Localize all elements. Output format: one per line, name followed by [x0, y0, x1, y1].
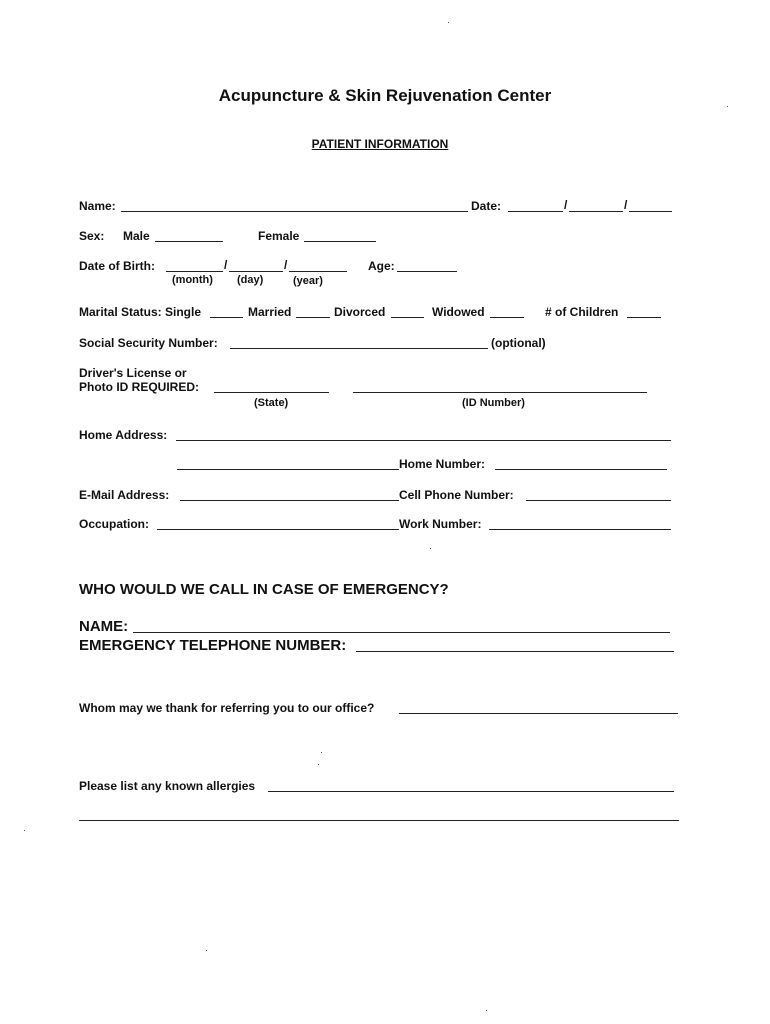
emergency-phone-label: EMERGENCY TELEPHONE NUMBER:	[79, 637, 347, 654]
scan-speck	[448, 22, 449, 23]
referral-field[interactable]	[399, 713, 678, 714]
name-field[interactable]	[121, 211, 468, 212]
dob-year-caption: (year)	[293, 275, 323, 287]
dob-day-field[interactable]	[229, 271, 283, 272]
work-number-label: Work Number:	[399, 517, 482, 531]
married-field[interactable]	[296, 317, 330, 318]
dob-slash-1: /	[224, 258, 228, 272]
male-field[interactable]	[155, 241, 223, 242]
license-id-field[interactable]	[353, 392, 647, 393]
dob-day-caption: (day)	[237, 274, 264, 286]
email-field[interactable]	[180, 500, 399, 501]
dob-year-field[interactable]	[289, 271, 347, 272]
form-subtitle: PATIENT INFORMATION	[311, 137, 449, 151]
age-field[interactable]	[397, 271, 457, 272]
emergency-phone-field[interactable]	[356, 651, 674, 652]
divorced-label: Divorced	[334, 305, 386, 319]
scan-speck	[318, 764, 319, 765]
age-label: Age:	[368, 259, 395, 273]
date-slash-1: /	[564, 198, 568, 212]
widowed-label: Widowed	[432, 305, 485, 319]
referral-label: Whom may we thank for referring you to our office?	[79, 701, 375, 715]
male-label: Male	[123, 229, 150, 243]
scan-speck	[486, 1010, 487, 1011]
home-address-line2-field[interactable]	[177, 469, 399, 470]
scan-speck	[24, 830, 25, 831]
emergency-heading: WHO WOULD WE CALL IN CASE OF EMERGENCY?	[79, 581, 449, 598]
home-number-field[interactable]	[495, 469, 667, 470]
license-label-line1: Driver's License or	[79, 366, 187, 380]
date-month-field[interactable]	[508, 211, 563, 212]
marital-status-label: Marital Status: Single	[79, 305, 202, 319]
children-field[interactable]	[627, 317, 661, 318]
home-address-field[interactable]	[176, 440, 671, 441]
date-slash-2: /	[624, 198, 628, 212]
allergies-field[interactable]	[268, 791, 674, 792]
female-field[interactable]	[304, 241, 376, 242]
form-title: Acupuncture & Skin Rejuvenation Center	[218, 86, 552, 105]
license-state-field[interactable]	[214, 392, 329, 393]
cell-phone-label: Cell Phone Number:	[399, 488, 514, 502]
allergies-line2-field[interactable]	[79, 820, 679, 821]
dob-label: Date of Birth:	[79, 259, 155, 273]
work-number-field[interactable]	[489, 529, 671, 530]
scan-speck	[206, 950, 207, 951]
ssn-optional-note: (optional)	[491, 336, 546, 350]
single-field[interactable]	[210, 317, 243, 318]
email-label: E-Mail Address:	[79, 488, 170, 502]
license-state-caption: (State)	[254, 397, 289, 409]
female-label: Female	[258, 229, 300, 243]
scan-speck	[321, 752, 322, 753]
married-label: Married	[248, 305, 292, 319]
date-year-field[interactable]	[629, 211, 672, 212]
home-address-label: Home Address:	[79, 428, 168, 442]
date-day-field[interactable]	[569, 211, 623, 212]
dob-slash-2: /	[284, 258, 288, 272]
license-label-line2: Photo ID REQUIRED:	[79, 380, 199, 394]
sex-label: Sex:	[79, 229, 105, 243]
emergency-name-label: NAME:	[79, 618, 129, 635]
license-id-caption: (ID Number)	[462, 397, 525, 409]
divorced-field[interactable]	[391, 317, 424, 318]
allergies-label: Please list any known allergies	[79, 779, 256, 793]
emergency-name-field[interactable]	[133, 632, 670, 633]
scan-speck	[727, 106, 728, 107]
widowed-field[interactable]	[490, 317, 524, 318]
occupation-label: Occupation:	[79, 517, 150, 531]
home-number-label: Home Number:	[399, 457, 486, 471]
children-label: # of Children	[545, 305, 619, 319]
ssn-label: Social Security Number:	[79, 336, 218, 350]
name-label: Name:	[79, 199, 116, 213]
dob-month-caption: (month)	[172, 274, 213, 286]
cell-phone-field[interactable]	[526, 500, 671, 501]
ssn-field[interactable]	[230, 348, 488, 349]
dob-month-field[interactable]	[166, 271, 223, 272]
date-label: Date:	[471, 199, 502, 213]
scan-speck	[430, 548, 431, 549]
occupation-field[interactable]	[157, 529, 399, 530]
